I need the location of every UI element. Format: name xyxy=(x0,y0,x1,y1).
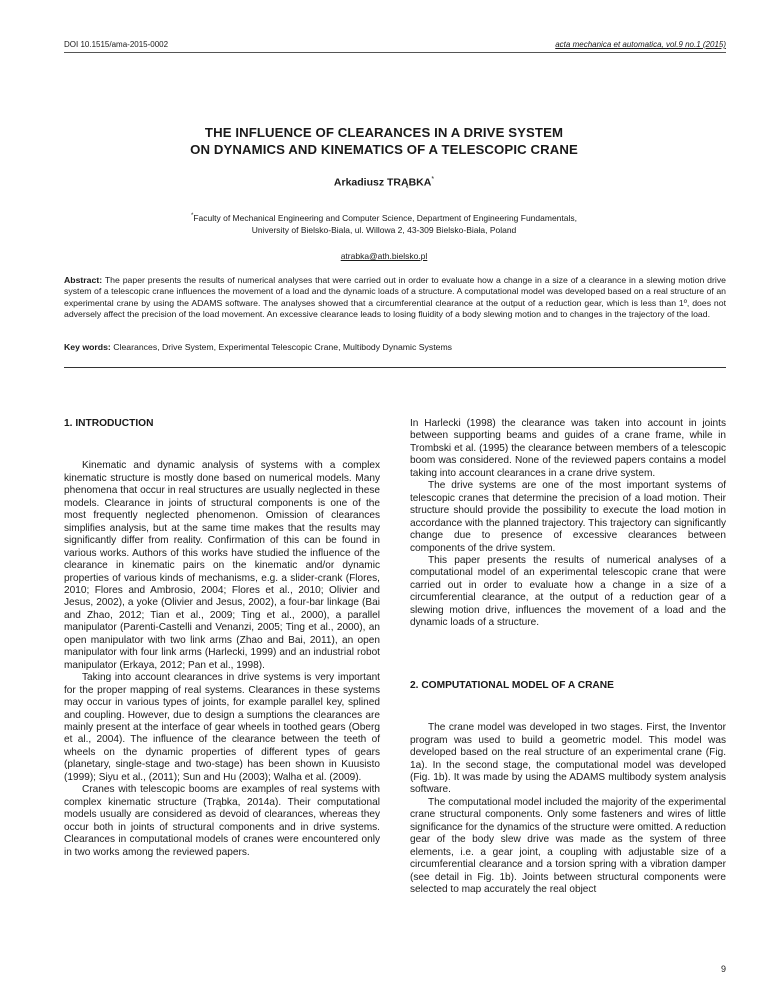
paragraph: Cranes with telescopic booms are examples of real systems with complex kinematic structure (Trąbka, 2014a). Their computational models usually are considered as devoid of clearances, whereas they occur both in joints of structural components and in drive systems. Clearances in computational models of cranes were encountered only in two works among the reviewed papers. xyxy=(64,784,380,858)
email-link[interactable]: atrabka@ath.bielsko.pl xyxy=(340,251,428,261)
title-line-2: ON DYNAMICS AND KINEMATICS OF A TELESCOPIC CRANE xyxy=(190,142,578,157)
affiliation xyxy=(0,210,768,236)
abstract xyxy=(64,275,726,320)
affiliation-mark: * xyxy=(190,213,194,219)
left-column xyxy=(64,418,380,859)
affiliation-line-1 xyxy=(0,210,768,224)
keywords xyxy=(64,342,726,352)
paragraph: The crane model was developed in two stages. First, the Inventor program was used to build a geometric model. This model was developed based on the real structure of an experimental crane (Fig. 1a). In the second stage, the computational model was developed (Fig. 1b). It was made by using the ADAMS multibody system analysis software. xyxy=(410,722,726,796)
paragraph: In Harlecki (1998) the clearance was taken into account in joints between supporting beams and guides of a crane frame, while in Trombski et al. (1995) the clearance between members of a telescopic boom was considered. None of the reviewed papers contains a model taking into account clearances in a crane drive system. xyxy=(410,418,726,479)
keywords-text: Clearances, Drive System, Experimental Telescopic Crane, Multibody Dynamic Systems xyxy=(113,342,453,352)
author-name xyxy=(0,176,768,189)
right-column xyxy=(410,418,726,897)
paper-title xyxy=(0,124,768,158)
abstract-text: The paper presents the results of numerical analyses that were carried out in order to evaluate how a change in a size of a clearance in a slewing motion drive system of a telescopic crane influences the movement of a load and the dynamic loads of a structure. A computational model was developed based on a real structure of an experimental crane by using the ADAMS software. The analyses showed that a circumferential clearance at the output of a reduction gear, which is less than 1º, does not adversely affect the precision of the load movement. An excessive clearance leads to losing fluidity of a body slewing motion and to changes in the trajectory of the load. xyxy=(64,275,726,319)
keywords-label: Key words: xyxy=(64,342,111,352)
affiliation-text-1: Faculty of Mechanical Engineering and Computer Science, Department of Engineering Fundamentals, xyxy=(193,212,577,223)
doi-header: DOI 10.1515/ama-2015-0002 xyxy=(64,40,169,49)
affiliation-line-2: University of Bielsko-Biala, ul. Willowa 2, 43-309 Bielsko-Biała, Poland xyxy=(251,224,517,235)
section-heading-computational-model: 2. COMPUTATIONAL MODEL OF A CRANE xyxy=(410,679,614,691)
abstract-separator xyxy=(64,367,726,368)
title-line-1: THE INFLUENCE OF CLEARANCES IN A DRIVE SYSTEM xyxy=(204,125,564,140)
paragraph: The drive systems are one of the most important systems of telescopic cranes that determine the precision of a load motion. Their structure should provide the possibility to execute the load motion in accordance with the planned trajectory. This trajectory can significantly change due to presence of excessive clearances between components of the drive system. xyxy=(410,480,726,554)
header-rule xyxy=(64,52,726,53)
abstract-label: Abstract: xyxy=(64,275,103,285)
author-mark: * xyxy=(431,176,435,183)
author-text: Arkadiusz TRĄBKA xyxy=(333,176,432,189)
paragraph: Kinematic and dynamic analysis of systems with a complex kinematic structure is mostly done based on numerical models. Many phenomena that occur in real structures are usually neglected in these models. Clearance in joints of structural components is one of the most frequently neglected phenomenon. Omission of clearances simplifies analysis, but at the same time makes that the results may significantly differ from reality. Confirmation of this can be found in various works. Authors of this works have studied the influence of the clearance in kinematic pairs on the kinematic and/or dynamic properties of various kinds of mechanisms, e.g. a slider-crank (Flores, 2010; Flores and Ambrosio, 2004; Flores et al., 2010; Olivier and Jesus, 2002), a yoke (Olivier and Jesus, 2002), a four-bar linkage (Bai and Zhao, 2012; Tian et al., 2009; Ting et al., 2000), a parallel manipulator (Parenti-Castelli and Venanzi, 2005; Ting et al., 2000), an open manipulator with two link arms (Zhao and Bai, 2011), an open manipulator with four link arms (Harlecki, 1999) and an industrial robot manipulator (Erkaya, 2012; Pan et al., 1998). xyxy=(64,460,380,671)
paragraph: The computational model included the majority of the experimental crane structural components. Only some fasteners and wires of little significance for the dynamics of the structure were omitted. A reduction gear of the body slew drive was made as the system of three elements, i.e. a gear joint, a coupling with adjustable size of a circumferential clearance and a torsion spring with a vibration damper (see detail in Fig. 1b). Joints between structural components were selected to map accurately the real object xyxy=(410,796,726,896)
paragraph: Taking into account clearances in drive systems is very important for the proper mapping of real systems. Clearances in these systems may occur in various types of joints, for example parallel key, splined and coupling. However, due to design a sumptions the clearances are mainly present at the interface of gear wheels in toothed gears (Oberg et al., 2004). The influence of the clearance between the teeth of wheels on the dynamic properties of different types of gears (planetary, single-stage and two-stage) has been shown in Kuusisto (1999); Siyu et al., (2011); Sun and Hu (2003); Walha et al. (2009). xyxy=(64,672,380,783)
page-number: 9 xyxy=(720,964,726,974)
paragraph: This paper presents the results of numerical analyses of a computational model of an experimental telescopic crane that were carried out in order to evaluate how a change in a size of a circumferential clearance, at the output of a reduction gear of a slewing motion drive, influences the movement of a load and the dynamic loads of a structure. xyxy=(410,554,726,629)
journal-header[interactable]: acta mechanica et automatica, vol.9 no.1 (2015) xyxy=(555,40,726,49)
section-heading-introduction: 1. INTRODUCTION xyxy=(64,418,154,429)
